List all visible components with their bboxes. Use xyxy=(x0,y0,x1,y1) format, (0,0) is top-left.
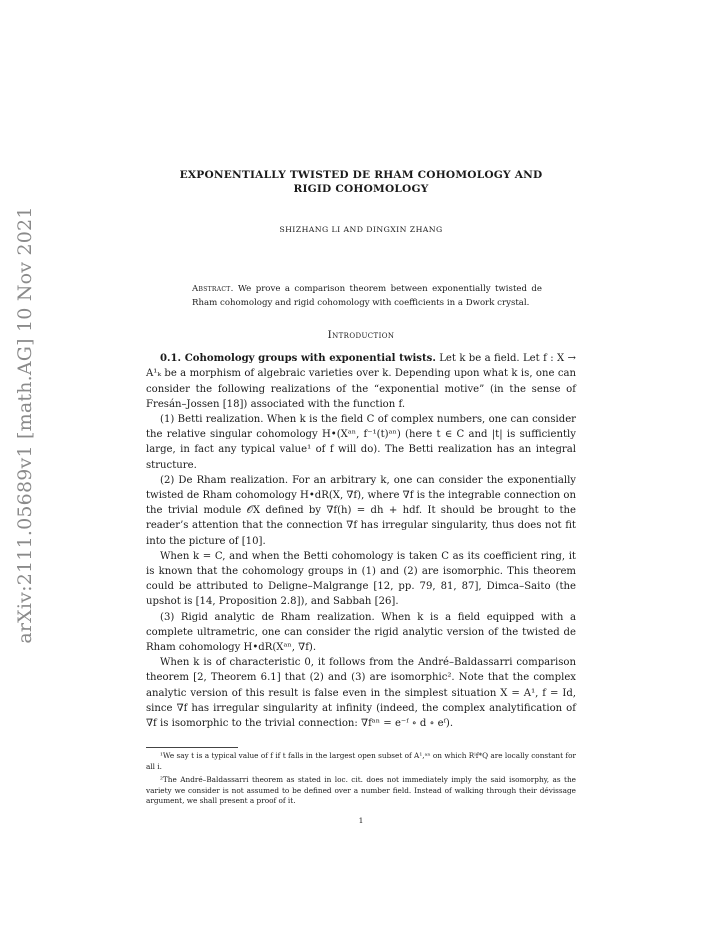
paragraph: (1) Betti realization. When k is the field C of complex numbers, one can consider the relative singular cohomology H•(Xᵃⁿ, f⁻¹(t)ᵃⁿ) (here t ∈ C and |t| is sufficiently large, in fact any typical value¹ of f will do). The Betti realization has an integral structure. xyxy=(146,414,576,471)
footnote-rule xyxy=(146,747,238,748)
abstract-label: Abstract. xyxy=(192,284,234,295)
subsection-heading: 0.1. Cohomology groups with exponential twists. xyxy=(160,353,436,365)
body-text xyxy=(146,351,576,731)
page-number: 1 xyxy=(358,816,364,826)
paper-title-line-2: RIGID COHOMOLOGY xyxy=(293,183,429,195)
arxiv-sidebar-stamp xyxy=(12,190,38,660)
section-title: Introduction xyxy=(327,329,395,342)
paragraph: (3) Rigid analytic de Rham realization. When k is a field equipped with a complete ultrametric, one can consider the rigid analytic version of the twisted de Rham cohomology H•dR(Xᵃⁿ, ∇f). xyxy=(146,611,576,654)
arxiv-id: arXiv:2111.05689v1 [math.AG] 10 Nov 2021 xyxy=(14,206,36,644)
paper-title-line-1: EXPONENTIALLY TWISTED DE RHAM COHOMOLOGY AND xyxy=(179,169,543,181)
abstract-text: We prove a comparison theorem between exponentially twisted de Rham cohomology and rigid cohomology with coefficients in a Dwork crystal. xyxy=(192,284,542,308)
paragraph: When k is of characteristic 0, it follows from the André–Baldassarri comparison theorem [2, Theorem 6.1] that (2) and (3) are isomorphic². Note that the complex analytic version of this result is false even in the simplest situation X = A¹, f = Id, since ∇f has irregular singularity at infinity (indeed, the complex analytification of ∇f is isomorphic to the trivial connection: ∇fᵃⁿ = e⁻ᶠ ∘ d ∘ eᶠ). xyxy=(146,657,576,730)
footnote: ¹We say t is a typical value of f if t falls in the largest open subset of A¹,ᵃⁿ on which Rⁱf*Q are locally constant for all i. xyxy=(146,751,576,771)
footnote: ²The André–Baldassarri theorem as stated in loc. cit. does not immediately imply the said isomorphy, as the variety we consider is not assumed to be defined over a number field. Instead of walking through their dévissage argument, we shall present a proof of it. xyxy=(146,775,576,805)
paragraph xyxy=(146,351,576,412)
paragraph: When k = C, and when the Betti cohomology is taken C as its coefficient ring, it is known that the cohomology groups in (1) and (2) are isomorphic. This theorem could be attributed to Deligne–Malgrange [12, pp. 79, 81, 87], Dimca–Saito (the upshot is [14, Proposition 2.8]), and Sabbah [26]. xyxy=(146,550,576,608)
paper-page xyxy=(146,168,576,829)
paper-authors: SHIZHANG LI AND DINGXIN ZHANG xyxy=(279,225,443,234)
paragraph-text: Let k be a field. Let f : X → A¹ₖ be a morphism of algebraic varieties over k. Depending upon what k is, one can consider the following realizations of the “exponential motive” (in the sense of Fresán–Jossen [18]) associated with the function f. xyxy=(146,353,576,410)
abstract xyxy=(192,283,542,310)
paragraph: (2) De Rham realization. For an arbitrary k, one can consider the exponentially twisted de Rham cohomology H•dR(X, ∇f), where ∇f is the integrable connection on the trivial module 𝒪X defined by ∇f(h) = dh + hdf. It should be brought to the reader’s attention that the connection ∇f has irregular singularity, thus does not fit into the picture of [10]. xyxy=(146,474,576,547)
